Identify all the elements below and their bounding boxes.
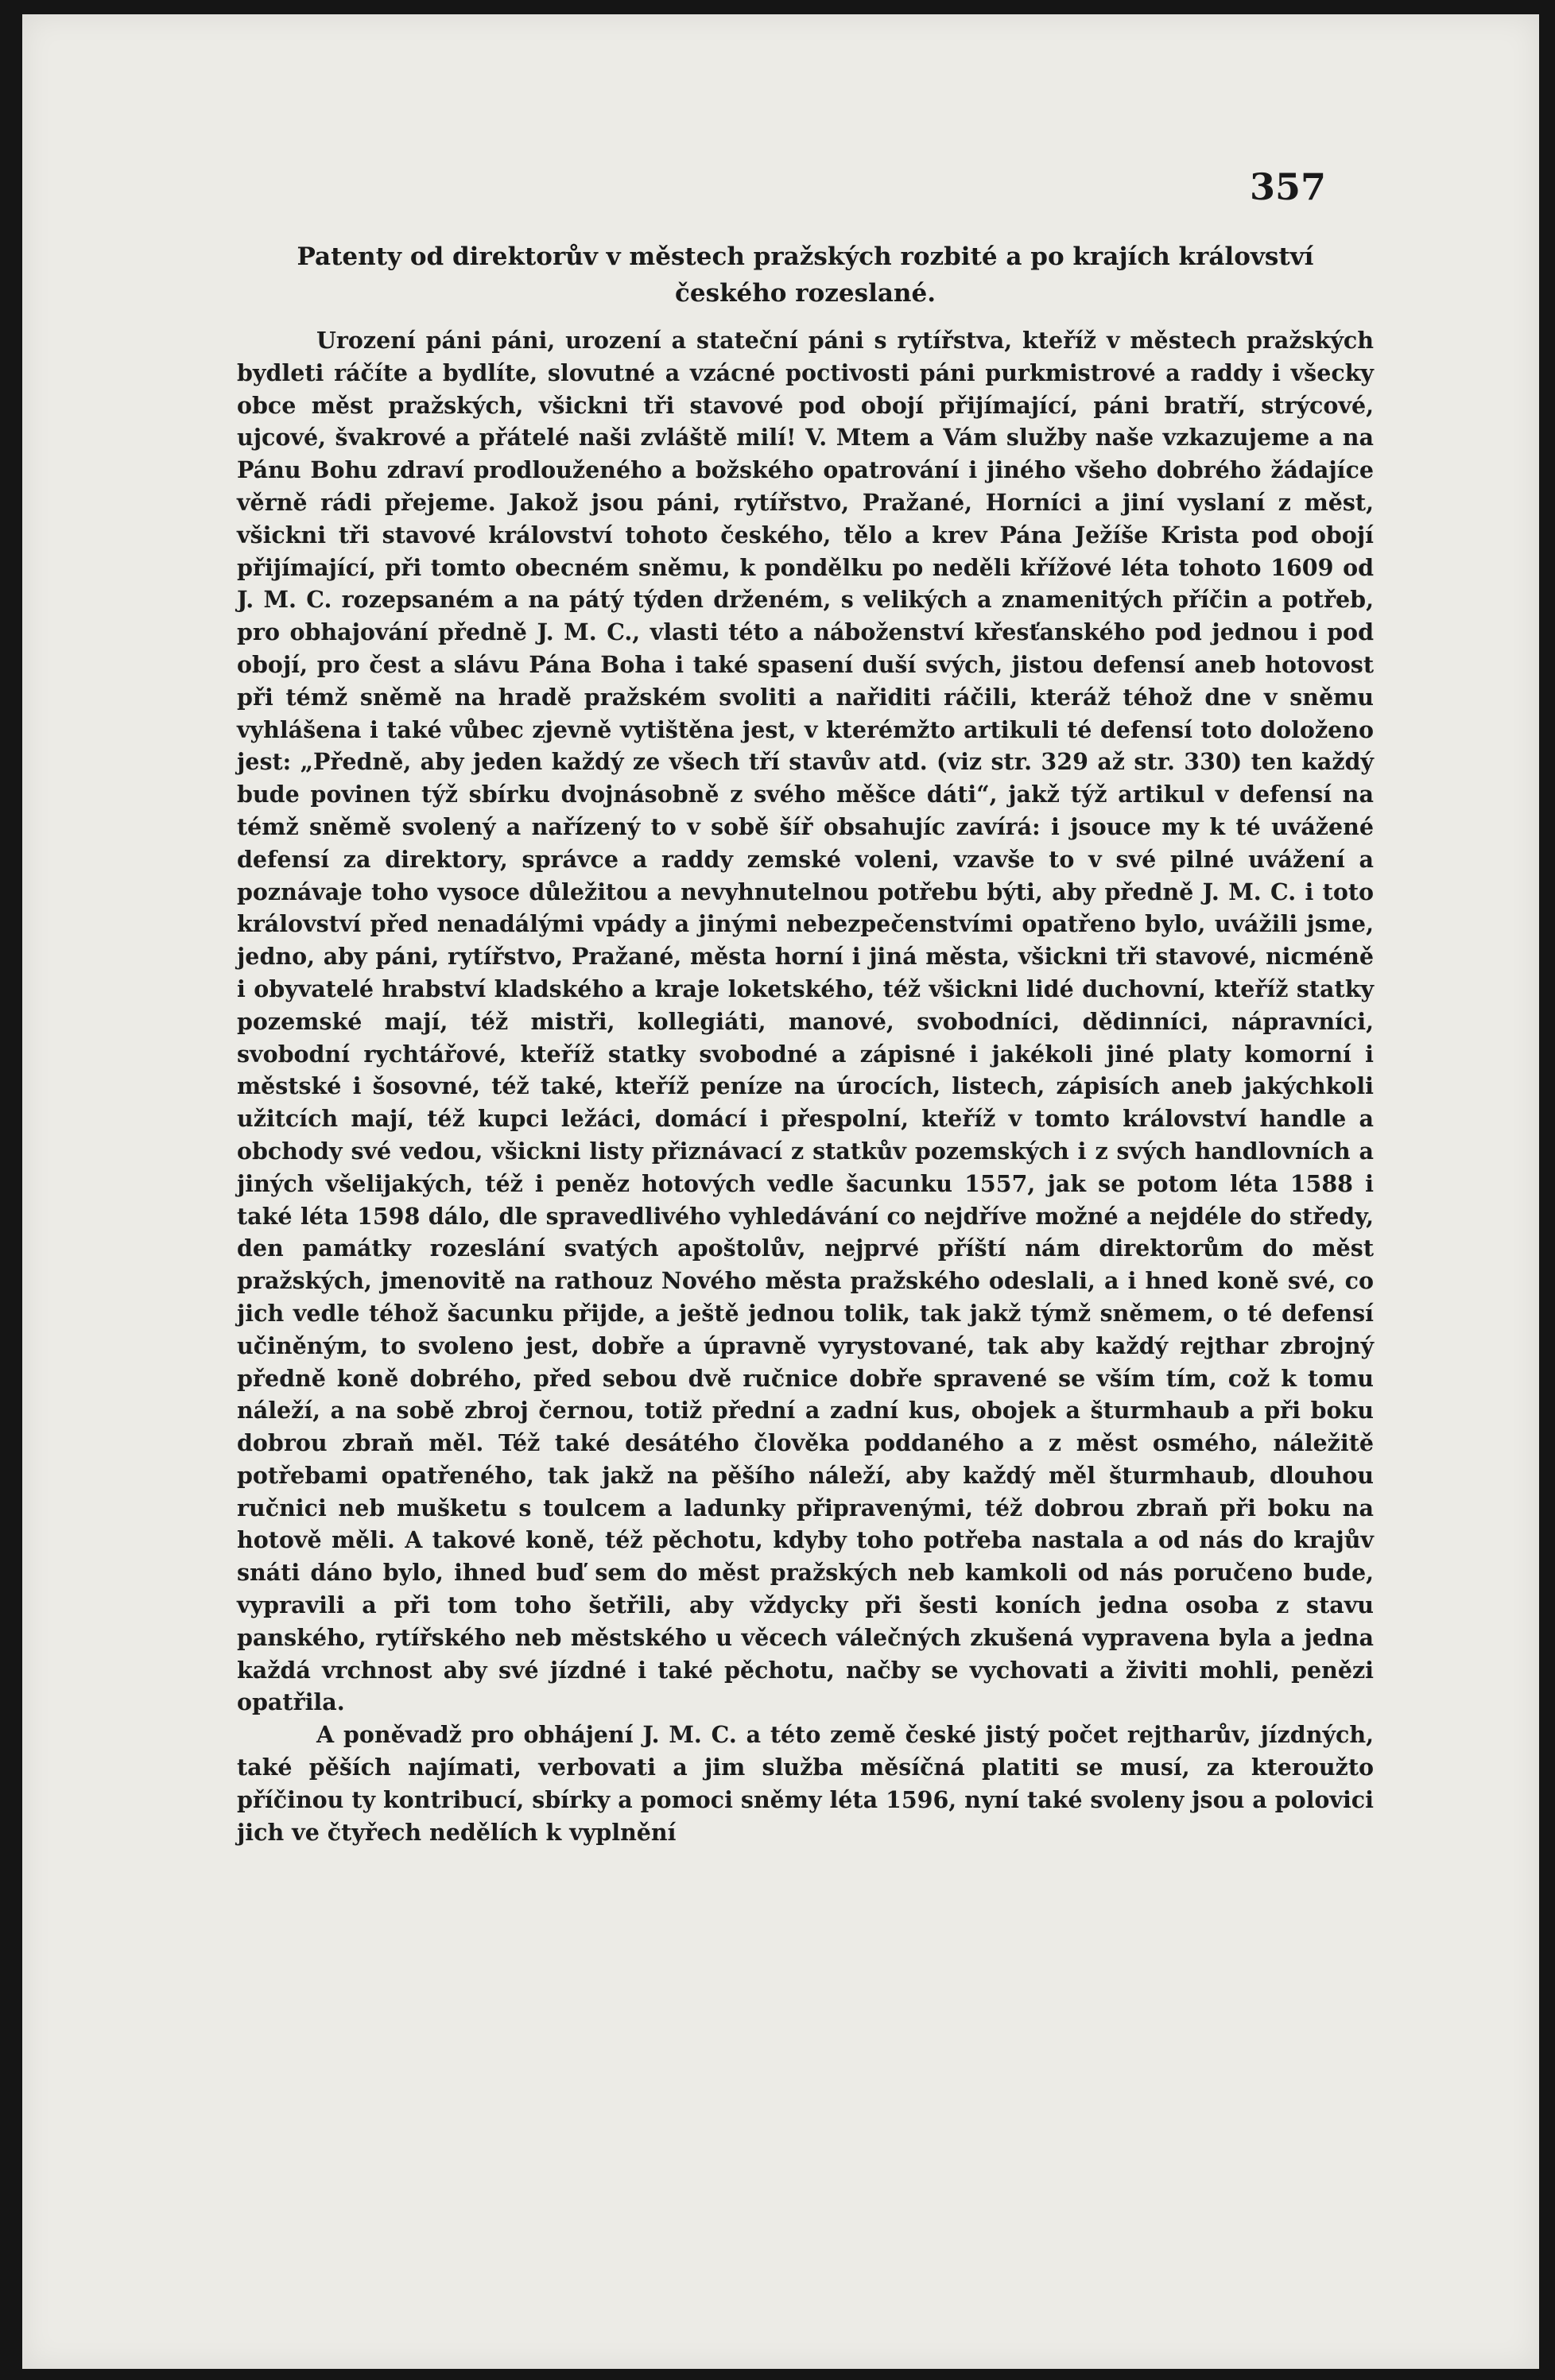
section-heading: Patenty od direktorův v městech pražských rozbité a po krajích království českého rozeslané.	[297, 242, 1314, 308]
page-number: 357	[1249, 165, 1326, 208]
paragraph: A poněvadž pro obhájení J. M. C. a této země české jistý počet rejtharův, jízdných, také pěších najímati, verbovati a jim služba měsíčná platiti se musí, za kteroužto příčinou ty kontribucí, sbírky a pomoci sněmy léta 1596, nyní také svoleny jsou a polovici jich ve čtyřech nedělích k vyplnění	[237, 1721, 1374, 1846]
body-text	[237, 324, 1374, 1848]
book-page	[22, 14, 1539, 2369]
paragraph: Urození páni páni, urození a stateční páni s rytířstva, kteříž v městech pražských bydleti ráčíte a bydlíte, slovutné a vzácné poctivosti páni purkmistrové a raddy i všecky obce měst pražských, všickni tři stavové pod obojí přijímající, páni bratří, strýcové, ujcové, švakrové a přátelé naši zvláště milí! V. Mtem a Vám služby naše vzkazujeme a na Pánu Bohu zdraví prodlouženého a božského opatrování i jiného všeho dobrého žádajíce věrně rádi přejeme. Jakož jsou páni, rytířstvo, Pražané, Horníci a jiní vyslaní z měst, všickni tři stavové království tohoto českého, tělo a krev Pána Ježíše Krista pod obojí přijímající, při tomto obecném sněmu, k pondělku po neděli křížové léta tohoto 1609 od J. M. C. rozepsaném a na pátý týden drženém, s velikých a znamenitých příčin a potřeb, pro obhajování předně J. M. C., vlasti této a náboženství křesťanského pod jednou i pod obojí, pro čest a slávu Pána Boha i také spasení duší svých, jistou defensí aneb hotovost při témž sněmě na hradě pražském svoliti a nařiditi ráčili, kteráž téhož dne v sněmu vyhlášena i také vůbec zjevně vytištěna jest, v kterémžto artikuli té defensí toto doloženo jest: „Předně, aby jeden každý ze všech tří stavův atd. (viz str. 329 až str. 330) ten každý bude povinen týž sbírku dvojnásobně z svého měšce dáti“, jakž týž artikul v defensí na témž sněmě svolený a nařízený to v sobě šíř obsahujíc zavírá: i jsouce my k té uvážené defensí za direktory, správce a raddy zemské voleni, vzavše to v své pilné uvážení a poznávaje toho vysoce důležitou a nevyhnutelnou potřebu býti, aby předně J. M. C. i toto království před nenadálými vpády a jinými nebezpečenstvími opatřeno bylo, uvážili jsme, jedno, aby páni, rytířstvo, Pražané, města horní i jiná města, všickni tři stavové, nicméně i obyvatelé hrabství kladského a kraje loketského, též všickni lidé duchovní, kteříž statky pozemské mají, též mistři, kollegiáti, manové, svobodníci, dědinníci, nápravníci, svobodní rychtářové, kteříž statky svobodné a zápisné i jakékoli jiné platy komorní i městské i šosovné, též také, kteříž peníze na úrocích, listech, zápisích aneb jakýchkoli užitcích mají, též kupci ležáci, domácí i přespolní, kteříž v tomto království handle a obchody své vedou, všickni listy přiznávací z statkův pozemských i z svých handlovních a jiných všelijakých, též i peněz hotových vedle šacunku 1557, jak se potom léta 1588 i také léta 1598 dálo, dle spravedlivého vyhledávání co nejdříve možné a nejdéle do středy, den památky rozeslání svatých apoštolův, nejprvé příští nám direktorům do měst pražských, jmenovitě na rathouz Nového města pražského odeslali, a i hned koně své, co jich vedle téhož šacunku přijde, a ještě jednou tolik, tak jakž týmž sněmem, o té defensí učiněným, to svoleno jest, dobře a úpravně vyrystované, tak aby každý rejthar zbrojný předně koně dobrého, před sebou dvě ručnice dobře spravené se vším tím, což k tomu náleží, a na sobě zbroj černou, totiž přední a zadní kus, obojek a šturmhaub a při boku dobrou zbraň měl. Též také desátého člověka poddaného a z měst osmého, náležitě potřebami opatřeného, tak jakž na pěšího náleží, aby každý měl šturmhaub, dlouhou ručnici neb mušketu s toulcem a ladunky připravenými, též dobrou zbraň při boku na hotově měli. A takové koně, též pěchotu, kdyby toho potřeba nastala a od nás do krajův snáti dáno bylo, ihned buď sem do měst pražských neb kamkoli od nás poručeno bude, vypravili a při tom toho šetřili, aby vždycky při šesti koních jedna osoba z stavu panského, rytířského neb městského u věcech válečných zkušená vypravena byla a jedna každá vrchnost aby své jízdné i také pěchotu, načby se vychovati a živiti mohli, penězi opatřila.	[237, 327, 1374, 1716]
